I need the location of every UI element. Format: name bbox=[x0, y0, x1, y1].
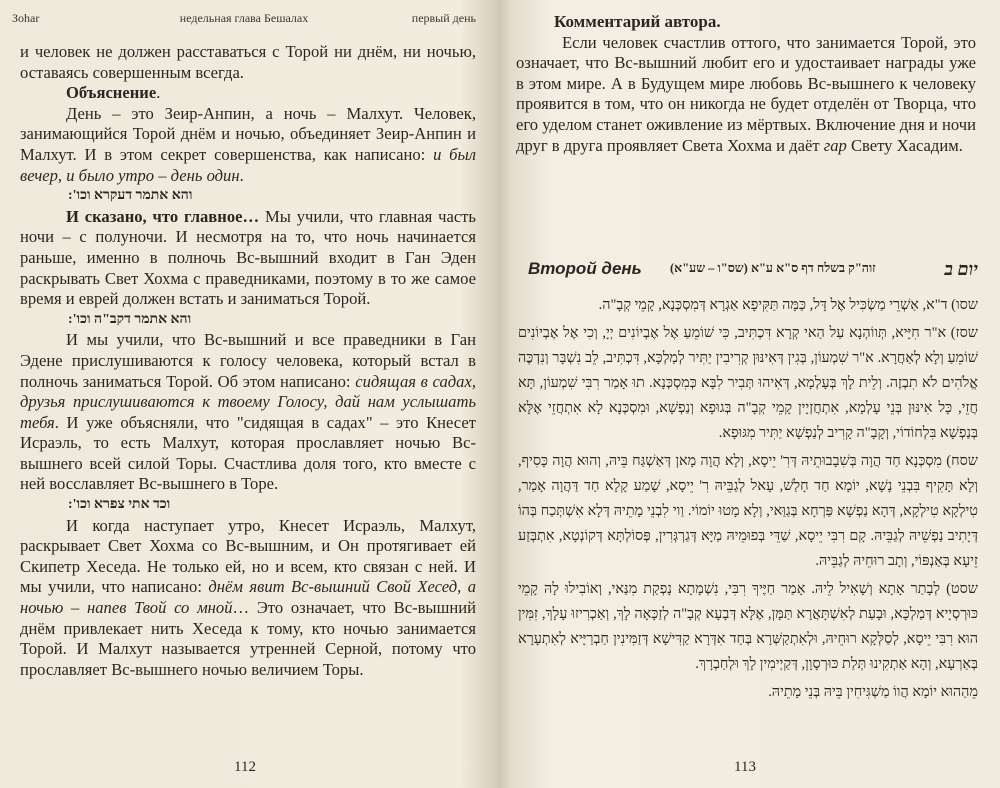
paragraph-quote: и был вечер, и было утро – день один bbox=[20, 144, 477, 185]
page-number: 113 bbox=[734, 759, 756, 775]
paragraph-text: День – это Зеир-Анпин, а ночь – Малхут. Человек, занимающийся Торой днём и ночью, объединяет Зеир-Анпин и Малхут. И в этом секрет совершенства, как написано: bbox=[20, 103, 476, 164]
commentary-paragraph bbox=[516, 33, 976, 157]
left-page bbox=[0, 0, 496, 788]
hebrew-paragraph: מֵהַהוּא יוֹמָא הֲווֹ מַשְׁגִּיחִין בֵּיהּ בְּנֵי מָתֵיהּ. bbox=[768, 684, 978, 700]
page-number: 112 bbox=[234, 759, 256, 775]
day-title: Второй день bbox=[528, 259, 642, 278]
opening-line: и человек не должен расставаться с Торой ни днём, ни ночью, оставаясь совершенным всегда. bbox=[20, 42, 476, 82]
aramaic-quote: וכד אתי צפרא וכו': bbox=[68, 497, 171, 513]
paragraph-quote: сидящая в садах, друзья прислушиваются к твоему Голосу, дай нам услышать тебя bbox=[20, 371, 476, 432]
hebrew-paragraph: שסז) א"ר חִיָּיא, תְּווֹהְנָא עַל הַאי קְרָא דִּכְתִּיב, כִּי שׁוֹמֵעַ אֶל אֶבְיוֹנִים יְיָ, וְכִי אֶל אֶבְיוֹנִים שׁוֹמֵעַ וְלָא לְאַחֲרָא. א"ר שִׁמְעוֹן, בְּגִין דְּאִינּוּן קְרִיבִין יַתִּיר לְמַלְכָּא, דִּכְתִּיב, לֵב נִשְׁבָּר וְנִדְכֶּה אֱלֹהִים לֹא תִבְזֶה. וְלֵית לָךְ בְּעָלְמָא, דְּאִיהוּ תְּבִיר לִבָּא כְּמִסְכְּנָא. תוּ אָמַר רִבִּי שִׁמְעוֹן, תָּא חֲזֵי, כָּל אִינּוּן בְּנֵי עָלְמָא, אִתְחֲזְיָין קָמֵי קְבָ"ה בְּגוּפָא וְנַפְשָׁא, וּמִסְכְּנָא לָא אִתְחֲזֵי אֶלָּא בְּנַפְשָׁא בִּלְחוֹדוֹי, וְקָבָ"ה קָרִיב לְנַפְשָׁא יַתִּיר מִגּוּפָא. bbox=[518, 325, 978, 441]
paragraph-term: гар bbox=[823, 135, 847, 155]
paragraph-text: Свету Хасадим. bbox=[846, 135, 963, 155]
paragraph-text: И когда наступает утро, Кнесет Исраэль, Малхут, раскрывает Свет Хохма со Вс-вышним, и Он протягивает ей Скипетр Хеседа. Не только ей, но и всем, кто связан с ней. И мы учили, что написано: bbox=[20, 515, 476, 597]
paragraph bbox=[20, 516, 476, 681]
paragraph bbox=[20, 104, 476, 186]
explanation-label: Объяснение bbox=[66, 83, 157, 103]
header-left: Зohar bbox=[12, 11, 40, 25]
aramaic-quote: והא אתמר דקב"ה וכו': bbox=[68, 311, 192, 327]
commentary-heading: Комментарий автора. bbox=[554, 12, 721, 31]
paragraph-text: Если человек счастлив оттого, что занимается Торой, это означает, что Вс-вышний любит его и удостаивает награды уже в этом мире. А в Будущем мире любовь Вс-вышнего к человеку проявится в том, что он никогда не будет отделён от Творца, что его уделом станет оживление из мёртвых. Включение дня и ночи друг в друга проявляет Света Хохма и даёт bbox=[516, 32, 976, 155]
hebrew-paragraph: שסח) מִסְכְּנָא חַד הֲוָה בְּשִׁבָבוּתֵיהּ דְּרִ' יֵיסָא, וְלָא הֲוָה מָאן דְּאַשְׁגַּח בֵּיהּ, וְהוּא הֲוָה כָּסִיף, וְלָא תָּקִיף בִּבְנֵי נָשָׁא, יוֹמָא חַד חָלַשׁ, עָאל לְגַבֵּיהּ רִ' יֵיסָא, שָׁמַע קָלָא חַד דַּהֲוָה אָמַר, טִילְקָא טִילְקָא, דְּהָא נַפְשָׁא פַּרְחָא בְּגַוַּאי, וְלָא מָטוּ יוֹמוֹי. וַוי לִבְנֵי מָתֵיהּ דְּלָא אִשְׁתְּכַח בְּהוֹ דְּיָתִיב נַפְשֵׁיהּ לְגַבֵּיהּ. קָם רִבִּי יֵיסָא, שַׁדֵּי בְּפוּמֵיהּ מַיָּא דְּגַרְגְּרִין, פְּסוֹלְתָּא דְּקוֹנְטָא, אִתְבְּזַע זֵיעָא בְּאַנְפּוֹי, וְתָב רוּחֵיהּ לְגַבֵּיהּ. bbox=[518, 453, 978, 569]
hebrew-text bbox=[518, 293, 978, 708]
hebrew-source-reference: זוה"ק בשלח דף ס"א ע"א (שס"ו – שע"א) bbox=[670, 261, 876, 275]
right-page bbox=[500, 0, 1000, 788]
aramaic-quote: והא אתמר דעקרא וכו': bbox=[68, 188, 193, 204]
hebrew-day-title: יום ב bbox=[944, 259, 978, 279]
left-body-text bbox=[20, 42, 476, 680]
hebrew-paragraph: שסט) לְבָתַר אָתָא וְשָׁאִיל לֵיהּ. אָמַר חַיֶּיךָ רִבִּי, נִשְׁמָתָא נָפְקַת מִנַּאי, וְאוֹבִילוּ לָהּ קָמֵי כּוּרְסְיָיא דְּמַלְכָּא, וּבָעַת לְאִשְׁתָּאֲרָא תַּמָּן, אֶלָּא דְּבָעָא קְבָ"ה לְזַכָּאָה לָךְ, וְאַכְרִיזוּ עָלָךְ, זִמִּין הוּא רִבִּי יֵיסָא, לְסַלְּקָא רוּחֵיהּ, וּלְאִתְקַשְּׁרָא בְּחַד אִדְּרָא קַדִּישָׁא דְּזַמִּינִין חַבְרַיָּיא לְאִתְעָרָא בְּאַרְעָא, וְהָא אַתְקִינוּ תְּלַת כּוּרְסָוָן, דְּקַיְימִין לָךְ וּלְחַבְרָךְ. bbox=[518, 581, 978, 672]
header-right: первый день bbox=[411, 11, 476, 25]
hebrew-paragraph: שסו) ד"א, אַשְׁרֵי מַשְׂכִּיל אֶל דָּל, כַּמָּה תַּקִּיפָא אַגְרָא דְּמִסְכְּנָא, קָמֵי קְבָ"ה. bbox=[598, 297, 978, 313]
header-center: недельная глава Бешалах bbox=[179, 11, 309, 25]
explanation-heading bbox=[20, 83, 476, 104]
paragraph-text: И мы учили, что Вс-вышний и все праведники в Ган Эдене прислушиваются к голосу человека, который встал в полночь заниматься Торой. Об этом написано: bbox=[20, 330, 476, 391]
paragraph-text: Мы учили, что главная часть ночи – с полуночи. И несмотря на то, что ночь начинается раньше, именно в полночь Вс-вышний входит в Ган Эден раскрывать Свет Хохма с праведниками, поэтому в то же самое время и еврей должен встать и заниматься Торой. bbox=[20, 206, 476, 309]
paragraph-text: . bbox=[239, 165, 244, 185]
paragraph bbox=[20, 330, 476, 495]
author-commentary bbox=[516, 12, 976, 156]
section-heading bbox=[528, 259, 978, 281]
paragraph bbox=[20, 207, 476, 310]
paragraph-quote: днём явит Вс-вышний Свой Хесед, а ночью – напев Твой со мной bbox=[20, 577, 476, 618]
paragraph-text: . И уже объясняли, что "сидящая в садах" – это Кнесет Исраэль, то есть Малхут, которая прославляет ночью Вс-вышнего всей силой Торы. Счастлива доля того, кто вместе с ней восславляет Вс-вышнего в Торе. bbox=[20, 412, 476, 494]
paragraph-lead: И сказано, что главное… bbox=[66, 206, 260, 226]
paragraph-text: … Это означает, что Вс-вышний днём привлекает нить Хеседа к тому, кто ночью занимается Торой. И Малхут называется утренней Серной, потому что прославляет Вс-вышнего ночью величием Торы. bbox=[20, 598, 477, 679]
explanation-dot: . bbox=[156, 83, 161, 103]
